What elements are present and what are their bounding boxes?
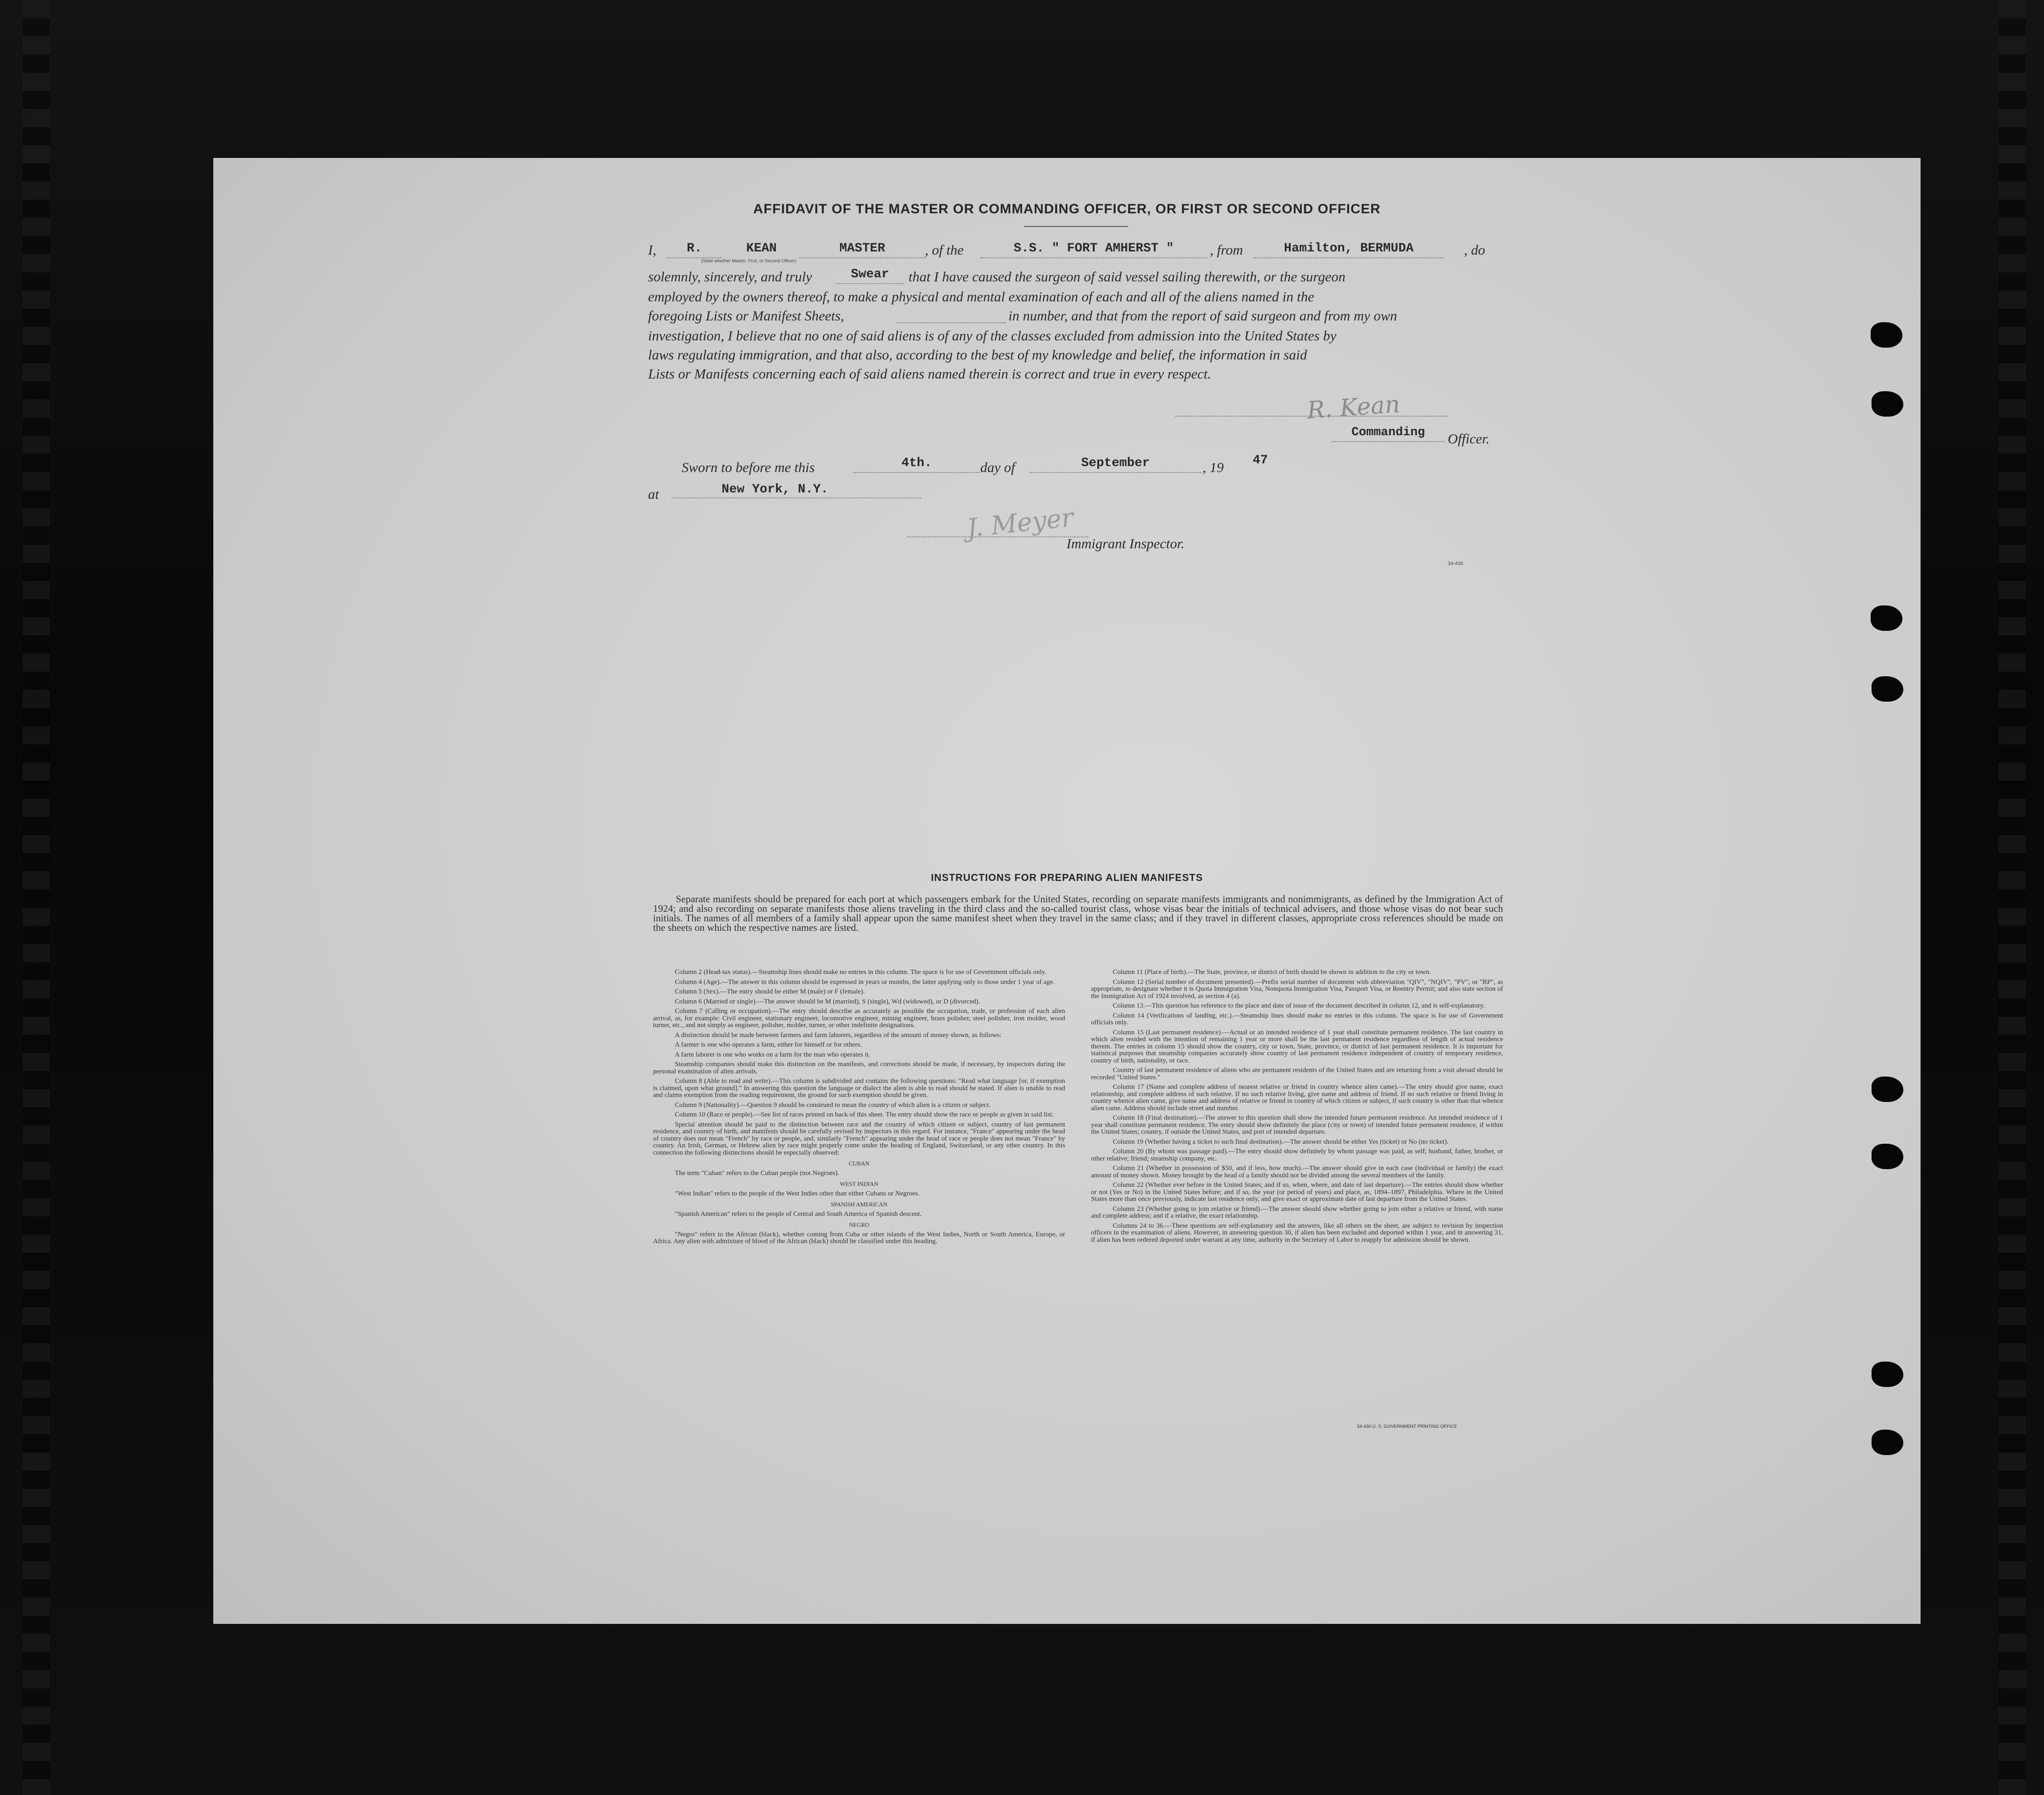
film-edge-left (23, 0, 50, 1795)
rank-note: (State whether Master, First, or Second Officer) (701, 259, 796, 264)
master-rank: MASTER (799, 241, 926, 258)
affidavit-line-2b: that I have caused the surgeon of said vessel sailing therewith, or the surgeon (909, 269, 1346, 285)
affidavit-line-4a: foregoing Lists or Manifest Sheets, (648, 308, 844, 324)
vessel-name: S.S. " FORT AMHERST " (980, 241, 1207, 258)
master-signature: R. Kean (1306, 390, 1401, 425)
sworn-month: September (1029, 456, 1202, 473)
sworn-label: Sworn to before me this (682, 459, 815, 475)
punch-hole (1872, 1144, 1903, 1169)
day-of-label: day of (980, 459, 1015, 475)
of-the-label: , of the (925, 242, 964, 258)
affidavit-line-3: employed by the owners thereof, to make a physical and mental examination of each and all of the aliens named in the (648, 289, 1314, 305)
sheet-count-blank (897, 306, 1006, 323)
instruction-paragraph: Column 13.—This question has reference to the place and date of issue of the document described in column 12, and is self-explanatory. (1113, 1002, 1485, 1009)
instruction-paragraph: The term "Cuban" refers to the Cuban people (not Negroes). (675, 1169, 840, 1177)
affidavit-line-6: laws regulating immigration, and that also, according to the best of my knowledge and belief, the information in said (648, 347, 1307, 363)
instruction-paragraph: Column 14 (Verifications of landing, etc.).—Steamship lines should make no entries in this column. The space is for use of Government officials only. (1091, 1012, 1503, 1026)
section-heading: SPANISH AMERICAN (830, 1201, 888, 1208)
inspector-label: Immigrant Inspector. (1066, 536, 1185, 551)
punch-hole (1872, 676, 1903, 702)
instruction-paragraph: Column 6 (Married or single).—The answer should be M (married), S (single), Wd (widowed), or D (divorced). (675, 998, 980, 1005)
instruction-paragraph: Column 9 (Nationality).—Question 9 should be construed to mean the country of which alien is a citizen or subject. (675, 1101, 991, 1109)
sworn-day: 4th. (853, 456, 980, 473)
affidavit-line-2a: solemnly, sincerely, and truly (648, 269, 812, 285)
instruction-paragraph: Column 15 (Last permanent residence).—Actual or an intended residence of 1 year shall constitute permanent residence. The last country in which alien resided with the intention of remaining 1 year or more shall be the last permanent residence regardless of length of actual residence therein. The entries in column 15 should show the country, city or town, State, province, or district of last permanent residence. It is important for statistical purposes that steamship companies accurately show country of last permanent residence independent of country of temporary residence, country of birth, nationality, or race. (1091, 1028, 1503, 1064)
oath-word: Swear (836, 267, 904, 284)
punch-hole (1872, 1077, 1903, 1102)
instruction-paragraph: Column 2 (Head-tax status).—Steamship lines should make no entries in this column. The space is for use of Government officials only. (675, 969, 1047, 976)
affidavit-title: AFFIDAVIT OF THE MASTER OR COMMANDING OFFICER, OR FIRST OR SECOND OFFICER (753, 202, 1381, 216)
instructions-right-column (1091, 969, 1503, 1246)
instruction-paragraph: Column 5 (Sex).—The entry should be either M (male) or F (female). (675, 988, 865, 995)
instruction-paragraph: Column 10 (Race or people).—See list of races printed on back of this sheet. The entry should show the race or people as given in said list. (675, 1111, 1054, 1118)
title-rule (1024, 226, 1128, 227)
punch-hole (1871, 322, 1902, 348)
instruction-paragraph: Column 23 (Whether going to join relative or friend).—The answer should show whether going to join either a relative or friend, with name and complete address; and if a relative, the exact relationship. (1091, 1205, 1503, 1220)
master-initial: R. (667, 241, 722, 258)
year-prefix: , 19 (1203, 459, 1224, 475)
instruction-paragraph: Column 18 (Final destination).—The answer to this question shall show the intended future permanent residence. An intended residence of 1 year shall constitute permanent residence. The entry should show definitely the place (city or town) of intended future permanent residence, if within the United States; country, if outside the United States, and port of intended departure. (1091, 1114, 1503, 1136)
instruction-paragraph: "Negro" refers to the African (black), whether coming from Cuba or other islands of the West Indies, North or South America, Europe, or Africa. Any alien with admixture of blood of the African (black) should be classified under this heading. (653, 1230, 1065, 1245)
section-heading: CUBAN (849, 1160, 870, 1167)
printing-office-footer: 34-430 U. S. GOVERNMENT PRINTING OFFICE (1357, 1424, 1457, 1429)
inspector-signature: J. Meyer (965, 502, 1075, 544)
affidavit-i: I, (648, 242, 657, 258)
at-label: at (648, 486, 659, 502)
instruction-paragraph: Column 12 (Serial number of document presented).—Prefix serial number of document with abbreviation "QIV", "NQIV", "PV", or "RP", as appropriate, to designate whether it is Quota Immigration Visa, Nonquota Immigration Visa, Passport Visa, or Reentry Permit; and also state section of the Immigration Act of 1924 involved, as section 4 (a). (1091, 978, 1503, 1000)
affidavit-line-7: Lists or Manifests concerning each of said aliens named therein is correct and true in every respect. (648, 366, 1211, 382)
instruction-paragraph: "West Indian" refers to the people of the West Indies other than either Cubans or Negroes. (675, 1190, 920, 1197)
instruction-paragraph: A farm laborer is one who works on a farm for the man who operates it. (675, 1051, 870, 1058)
instruction-paragraph: Columns 24 to 36.—These questions are self-explanatory and the answers, like all others on the sheet, are subject to revision by inspection officers in the examination of aliens. However, in answering question 30, if alien has been excluded and deported within 1 year, and in answering 31, if alien has been ordered deported under warrant at any time, authority in the Secretary of Labor to reapply for admission should be shown. (1091, 1222, 1503, 1244)
instruction-paragraph: Column 19 (Whether having a ticket to such final destination).—The answer should be either Yes (ticket) or No (no ticket). (1113, 1138, 1449, 1146)
instructions-left-column (653, 969, 1065, 1248)
instruction-paragraph: Column 8 (Able to read and write).—This column is subdivided and contains the following questions: "Read what language [or, if exemption is claimed, upon what ground]." In answering this question the language or dialect the alien is able to read should be stated. If alien is unable to read and claims exemption from the reading requirement, the ground for such exemption should be given. (653, 1077, 1065, 1099)
instructions-title: INSTRUCTIONS FOR PREPARING ALIEN MANIFESTS (931, 872, 1203, 883)
instruction-paragraph: Steamship companies should make this distinction on the manifests, and corrections should be made, if necessary, by inspectors during the personal examination of alien arrivals. (653, 1061, 1065, 1075)
instruction-paragraph: A farmer is one who operates a farm, either for himself or for others. (675, 1041, 862, 1048)
section-heading: WEST INDIAN (840, 1180, 879, 1187)
form-code: 34-430 (1448, 561, 1464, 566)
from-label: , from (1210, 242, 1243, 258)
instruction-paragraph: Column 20 (By whom was passage paid).—The entry should show definitely by whom passage was paid, as self; husband, father, brother, or other relative; friend; steamship company, etc. (1091, 1148, 1503, 1162)
instruction-paragraph: Column 22 (Whether ever before in the United States; and if so, when, where, and date of last departure).—The entries should show whether or not (Yes or No) in the United States before; and if so, the year (or period of years) and place, as, 1894–1897, Philadelphia. Where in the United States more than once previously, indicate last residence only, and give exact or approximate date of last departure from the United States. (1091, 1181, 1503, 1203)
affidavit-line-4b: in number, and that from the report of said surgeon and from my own (1008, 308, 1397, 324)
instruction-paragraph: Special attention should be paid to the distinction between race and the country of which citizen or subject, country of last permanent residence, and country of birth, and manifests should be carefully revised by inspectors in this regard. For instance, "France" appearing under the head of country does not mean "French" by race or people, and, similarly "French" appearing under the head of race or people does not mean "France" by country. An Irish, German, or Hebrew alien by race might properly come under the heading of England, Switzerland, or any other country. In this connection the following distinctions should be especially observed: (653, 1121, 1065, 1156)
departure-port: Hamilton, BERMUDA (1253, 241, 1444, 258)
instruction-paragraph: Column 4 (Age).—The answer in this column should be expressed in years or months, the latter applying only to those under 1 year of age. (675, 978, 1055, 986)
master-surname: KEAN (746, 241, 777, 256)
instruction-paragraph: Column 7 (Calling or occupation).—The entry should describe as accurately as possible the occupation, trade, or profession of each alien arrival, as, for example: Civil engineer, stationary engineer, locomotive engineer, mining engineer, brass polisher, steel polisher, iron molder, wood turner, etc., and not simply as engineer, polisher, molder, turner, or other indefinite designations. (653, 1008, 1065, 1029)
punch-hole (1871, 605, 1902, 631)
sworn-place: New York, N.Y. (672, 482, 921, 498)
punch-hole (1872, 1362, 1903, 1387)
instruction-paragraph: Column 21 (Whether in possession of $50, and if less, how much).—The answer should give in each case (individual or family) the exact amount of money shown. Money brought by the head of a family should not be divided among the several members of the family. (1091, 1165, 1503, 1179)
instruction-paragraph: Column 17 (Name and complete address of nearest relative or friend in country whence alien came).—The entry should give name, exact relationship, and complete address of such relative. If no such relative living, give name and address of friend. If no such relative or friend living in country whence alien came, give name and address of relative or friend in country of which citizen or subject, if such country is other than that whence alien came. Address should include street and number. (1091, 1083, 1503, 1112)
punch-hole (1872, 391, 1903, 417)
instruction-paragraph: "Spanish American" refers to the people of Central and South America of Spanish descent. (675, 1210, 922, 1218)
officer-suffix: Officer. (1448, 431, 1490, 447)
film-edge-right (1999, 0, 2026, 1795)
instruction-paragraph: Column 11 (Place of birth).—The State, province, or district of birth should be shown in addition to the city or town. (1113, 969, 1431, 976)
section-heading: NEGRO (849, 1221, 870, 1228)
instruction-paragraph: Country of last permanent residence of aliens who are permanent residents of the United States and are returning from a visit abroad should be recorded "United States." (1091, 1067, 1503, 1081)
manifest-page (213, 158, 1921, 1624)
do-label: , do (1464, 242, 1485, 258)
instructions-intro: Separate manifests should be prepared for each port at which passengers embark for the United States, recording on separate manifests immigrants and nonimmigrants, as defined by the Immigration Act of 1924; and also recording on separate manifests those aliens traveling in the third class and the so-called tourist class, whose visas bear the initials of technical advisers, and those whose visas do not bear such initials. The names of all members of a family shall appear upon the same manifest sheet when they travel in the same class; and if they travel in different classes, appropriate cross references should be made on the sheets on which the respective names are listed. (653, 893, 1503, 933)
affidavit-line-5: investigation, I believe that no one of said aliens is of any of the classes excluded from admission into the United States by (648, 328, 1336, 344)
punch-hole (1872, 1430, 1903, 1455)
sworn-year: 47 (1253, 453, 1268, 467)
signer-title: Commanding (1332, 425, 1445, 442)
instruction-paragraph: A distinction should be made between farmers and farm laborers, regardless of the amount of money shown, as follows: (675, 1031, 1002, 1039)
